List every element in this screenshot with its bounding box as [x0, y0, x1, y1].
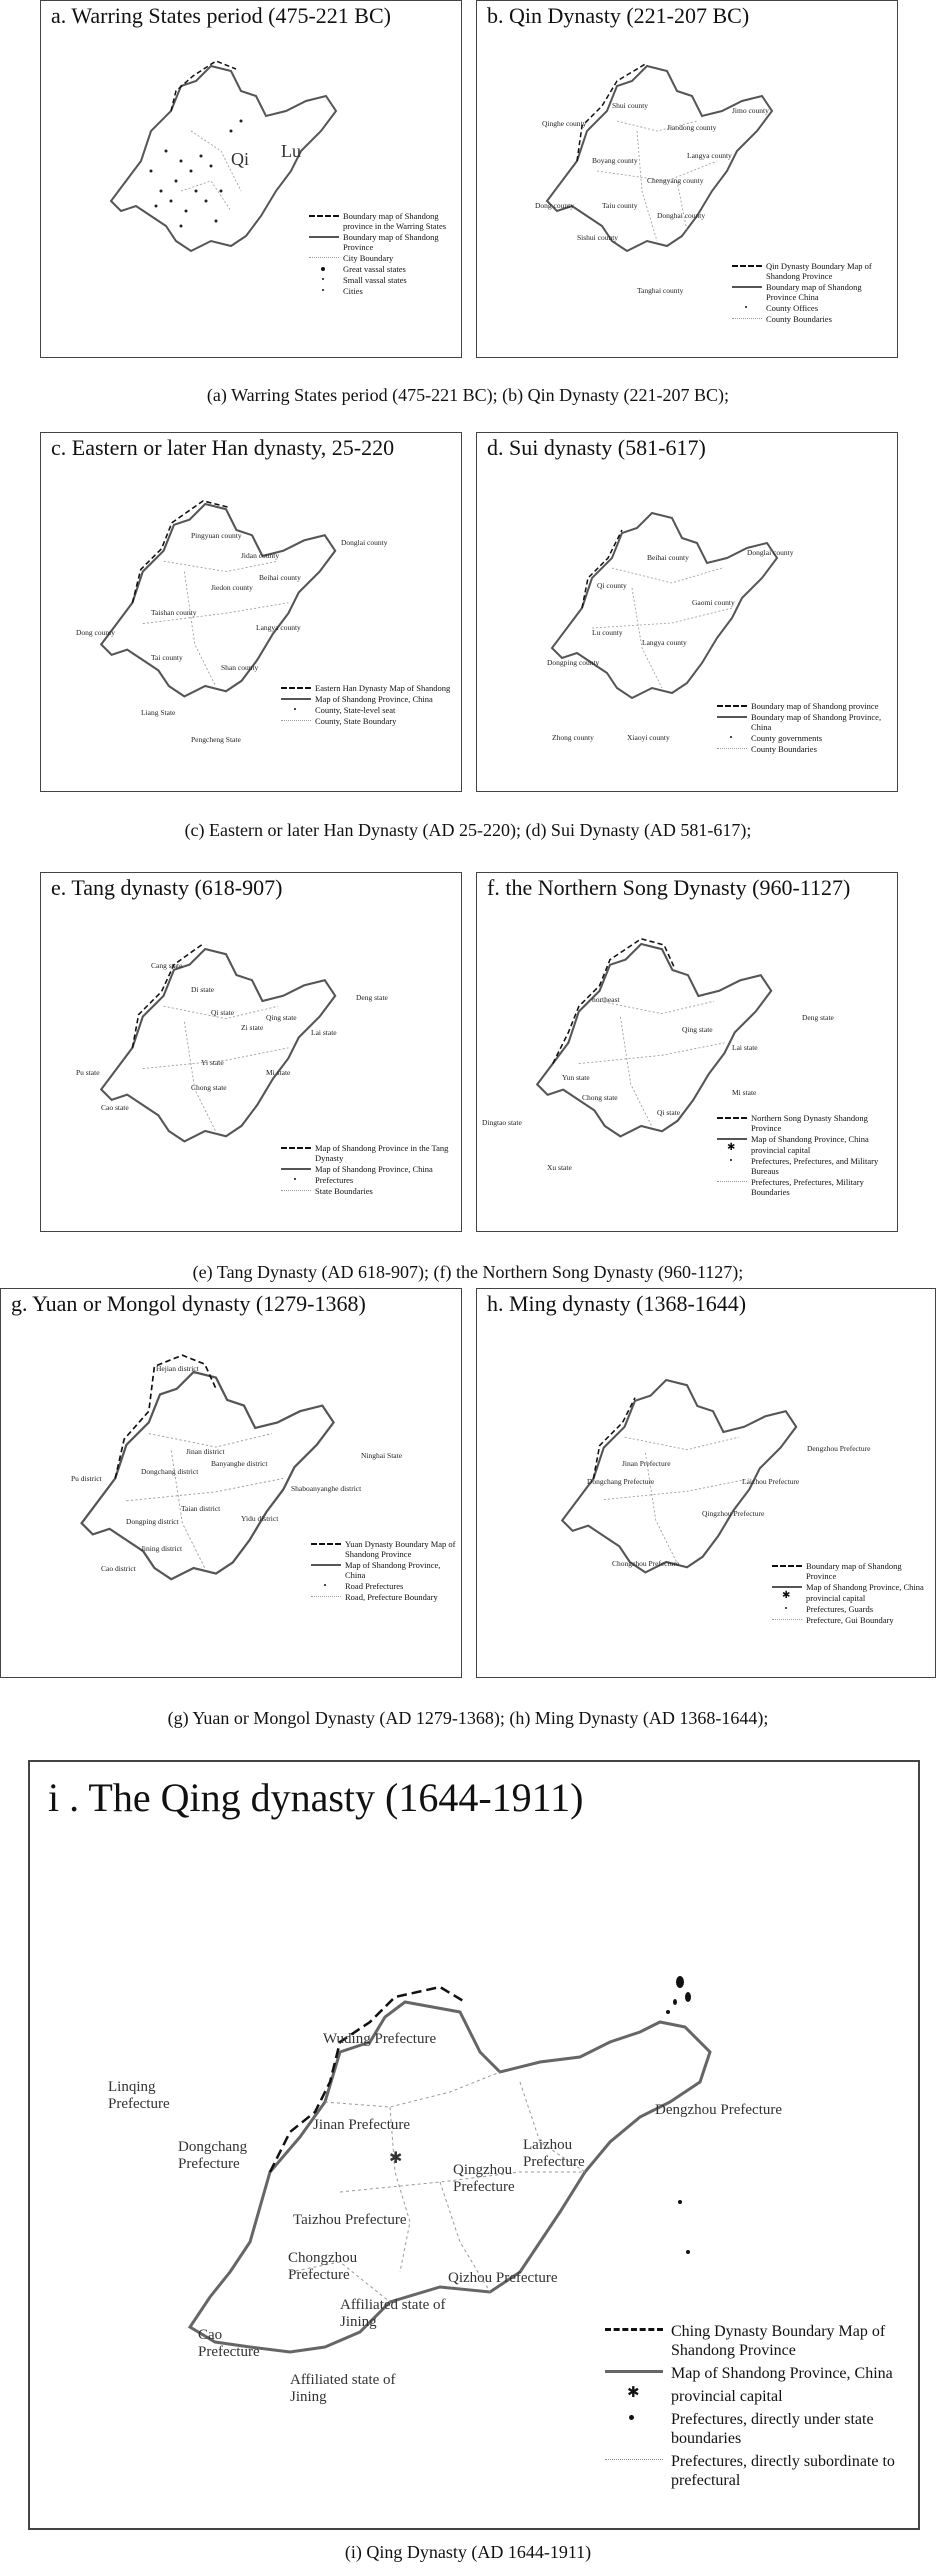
map-label-taizhou: Taizhou Prefecture: [293, 2212, 407, 2228]
panel-e-title: e. Tang dynasty (618-907): [51, 875, 283, 900]
map-label: Dongping county: [547, 658, 600, 667]
legend-item: ✱ provincial capital: [627, 2385, 783, 2405]
map-label: Dingtao state: [482, 1118, 522, 1127]
legend-item: County Boundaries: [732, 314, 892, 324]
map-label: Chong state: [191, 1083, 227, 1092]
map-label: Shan county: [221, 663, 259, 672]
legend-item: Prefectures, directly subordinate to prefectural: [605, 2452, 905, 2490]
map-label: Chong state: [582, 1093, 618, 1102]
panel-i-title: i . The Qing dynasty (1644-1911): [48, 1775, 584, 1820]
map-label-affiliated-2: Affiliated state of Jining: [290, 2372, 396, 2405]
map-label: Beihai county: [647, 553, 689, 562]
legend-h: [772, 1561, 932, 1626]
legend-item: Eastern Han Dynasty Map of Shandong: [281, 683, 456, 693]
map-label: Zi state: [241, 1023, 264, 1032]
panel-f: [476, 872, 898, 1232]
tang-boundary: [132, 944, 203, 1048]
map-label: Sishui county: [577, 233, 619, 242]
map-b: [517, 41, 817, 291]
legend-item: State Boundaries: [281, 1186, 456, 1196]
panel-a-title: a. Warring States period (475-221 BC): [51, 3, 391, 28]
panel-a: [40, 0, 462, 358]
legend-item: ✱ provincial capital: [727, 1142, 811, 1155]
map-label: Jinan Prefecture: [622, 1459, 671, 1468]
legend-item: Map of Shandong Province, China: [281, 694, 456, 704]
map-label: Qi state: [657, 1108, 681, 1117]
map-label-qingzhou: Qingzhou Prefecture: [453, 2162, 515, 2195]
map-label: Zhong county: [552, 733, 594, 742]
svg-text:✱: ✱: [389, 2150, 403, 2167]
map-label: Yi state: [201, 1058, 224, 1067]
map-label: Pengcheng State: [191, 735, 241, 744]
map-label: Liang State: [141, 708, 176, 717]
map-label: Dongchang district: [141, 1467, 199, 1476]
legend-i: [605, 2322, 905, 2494]
map-label: Jidan county: [241, 551, 280, 560]
legend-g: [311, 1539, 456, 1603]
map-label: Yun state: [562, 1073, 590, 1082]
legend-item: Map of Shandong Province, China: [311, 1560, 456, 1580]
province-outline: [552, 513, 777, 698]
legend-item: Prefectures: [281, 1175, 456, 1185]
map-label: Xiaoyi county: [627, 733, 670, 742]
panel-b-title: b. Qin Dynasty (221-207 BC): [487, 3, 750, 28]
province-outline: [111, 66, 336, 251]
legend-item: County, State-level seat: [281, 705, 456, 715]
panel-g: [0, 1288, 462, 1678]
caption-cd: (c) Eastern or later Han Dynasty (AD 25-220); (d) Sui Dynasty (AD 581-617);: [184, 820, 752, 840]
map-label: Jining district: [141, 1544, 183, 1553]
panel-h: [476, 1288, 936, 1678]
map-label: Ninghai State: [361, 1451, 403, 1460]
map-label: Donghai county: [657, 211, 706, 220]
map-label: Di state: [191, 985, 215, 994]
panel-g-title: g. Yuan or Mongol dynasty (1279-1368): [11, 1291, 366, 1316]
legend-item: County Boundaries: [717, 744, 892, 754]
map-label: Taishan county: [151, 608, 197, 617]
panel-i: [28, 1760, 920, 2530]
legend-item: Prefectures, Guards: [772, 1604, 932, 1614]
map-label: Chengyang county: [647, 176, 704, 185]
map-label: Yidu district: [241, 1514, 279, 1523]
province-outline: [537, 944, 771, 1136]
legend-item: ✱ provincial capital: [782, 1590, 866, 1603]
map-label: Langya county: [642, 638, 687, 647]
legend-item: Map of Shandong Province, China: [772, 1582, 932, 1592]
map-label: Shaboanyanghe district: [291, 1484, 362, 1493]
legend-item: Northern Song Dynasty Shandong Province: [717, 1113, 892, 1133]
panel-e: [40, 872, 462, 1232]
legend-item: Great vassal states: [309, 264, 459, 274]
label-qi: Qi: [231, 149, 249, 169]
prefecture-boundary: [604, 1437, 750, 1562]
legend-item: County, State Boundary: [281, 716, 456, 726]
map-label: Lai state: [311, 1028, 337, 1037]
map-label: Hejian district: [156, 1364, 199, 1373]
legend-item: Qin Dynasty Boundary Map of Shandong Province: [732, 261, 892, 281]
map-label: Qing state: [682, 1025, 713, 1034]
map-label-dongchang: Dongchang Prefecture: [178, 2139, 248, 2172]
legend-item: Cities: [309, 286, 459, 296]
panel-h-title: h. Ming dynasty (1368-1644): [487, 1291, 747, 1316]
legend-f: [717, 1113, 892, 1198]
legend-e: [281, 1143, 456, 1197]
legend-item: County Offices: [732, 303, 892, 313]
map-label: Chongzhou Prefecture: [612, 1559, 680, 1568]
map-label: Dongping district: [126, 1517, 179, 1526]
legend-item: Boundary map of Shandong Province: [772, 1561, 932, 1581]
qing-boundary: [270, 1987, 465, 2172]
legend-item: Map of Shandong Province in the Tang Dynasty: [281, 1143, 456, 1163]
legend-item: Road Prefectures: [311, 1581, 456, 1591]
map-label: Pu state: [76, 1068, 100, 1077]
map-label: Qi county: [597, 581, 627, 590]
legend-item: Small vassal states: [309, 275, 459, 285]
panel-d-title: d. Sui dynasty (581-617): [487, 435, 706, 460]
map-label: Dong county: [535, 201, 574, 210]
map-label: Deng state: [356, 993, 388, 1002]
province-outline: [82, 1372, 334, 1579]
panel-c-title: c. Eastern or later Han dynasty, 25-220: [51, 435, 395, 460]
legend-item: Boundary map of Shandong Province, China: [717, 712, 892, 732]
map-label: Jinan district: [186, 1447, 225, 1456]
map-label-qizhou: Qizhou Prefecture: [448, 2270, 558, 2286]
map-label-chongzhou: Chongzhou Prefecture: [288, 2250, 358, 2283]
legend-b: [732, 261, 892, 325]
map-label: Qinghe county: [542, 119, 587, 128]
map-label: Lu county: [592, 628, 623, 637]
province-outline: [101, 949, 335, 1141]
map-label: Donglai county: [341, 538, 388, 547]
map-label: Mi state: [732, 1088, 757, 1097]
map-label: Tai county: [151, 653, 183, 662]
map-label-jinan: Jinan Prefecture: [313, 2117, 411, 2133]
map-label: Dengzhou Prefecture: [807, 1444, 871, 1453]
map-label: Boyang county: [592, 156, 638, 165]
panel-c: [40, 432, 462, 792]
map-label: Mi state: [266, 1068, 291, 1077]
legend-item: Map of Shandong Province, China: [281, 1164, 456, 1174]
map-label-wuding: Wuding Prefecture: [323, 2031, 437, 2047]
map-label-linqing: Linqing Prefecture: [108, 2079, 170, 2112]
legend-item: Prefectures, Prefectures, and Military Bureaus: [717, 1156, 892, 1176]
map-label: northeast: [592, 995, 620, 1004]
legend-item: Road, Prefecture Boundary: [311, 1592, 456, 1602]
map-label: Qingzhou Prefecture: [702, 1509, 765, 1518]
legend-item: Boundary map of Shandong province: [717, 701, 892, 711]
map-label: Tanghai county: [637, 286, 684, 295]
map-label: Deng state: [802, 1013, 834, 1022]
legend-a: [309, 211, 459, 297]
legend-item: Boundary map of Shandong province in the Warring States: [309, 211, 459, 231]
legend-item: County governments: [717, 733, 892, 743]
legend-item: Map of Shandong Province, China: [717, 1134, 892, 1144]
map-label: Dongchang Prefecture: [587, 1477, 655, 1486]
legend-item: Boundary map of Shandong Province: [309, 232, 459, 252]
label-lu: Lu: [281, 141, 301, 161]
map-label-laizhou: Laizhou Prefecture: [523, 2137, 585, 2170]
legend-item: Prefectures, Prefectures, Military Boundaries: [717, 1177, 892, 1197]
legend-item: Boundary map of Shandong Province China: [732, 282, 892, 302]
map-label: Qing state: [266, 1013, 297, 1022]
map-label: Jimo county: [732, 106, 769, 115]
legend-item: City Boundary: [309, 253, 459, 263]
panel-b: [476, 0, 898, 358]
map-label-affiliated-1: Affiliated state of Jining: [340, 2297, 446, 2330]
map-label: Langya county: [256, 623, 301, 632]
map-label: Beihai county: [259, 573, 301, 582]
map-label: Qi state: [211, 1008, 235, 1017]
map-label: Jiaodong county: [667, 123, 717, 132]
caption-ab: (a) Warring States period (475-221 BC); (b) Qin Dynasty (221-207 BC);: [206, 385, 730, 405]
map-label: Taian district: [181, 1504, 221, 1513]
legend-item: Yuan Dynasty Boundary Map of Shandong Province: [311, 1539, 456, 1559]
map-label: Langya county: [687, 151, 732, 160]
map-label: Jiedon county: [211, 583, 253, 592]
map-label: Shui county: [612, 101, 649, 110]
map-label: Laizhou Prefecture: [742, 1477, 800, 1486]
caption-ef: (e) Tang Dynasty (AD 618-907); (f) the Northern Song Dynasty (960-1127);: [192, 1262, 744, 1282]
map-label: Lai state: [732, 1043, 758, 1052]
map-label-dengzhou: Dengzhou Prefecture: [655, 2102, 783, 2118]
map-label: Gaomi county: [692, 598, 735, 607]
map-label: Dong county: [76, 628, 115, 637]
legend-item: Prefecture, Gui Boundary: [772, 1615, 932, 1625]
map-label: Cang state: [151, 961, 183, 970]
panel-f-title: f. the Northern Song Dynasty (960-1127): [487, 875, 851, 900]
legend-item: Map of Shandong Province, China: [605, 2364, 905, 2383]
map-label: Taiu county: [602, 201, 638, 210]
map-label-cao: Cao Prefecture: [198, 2327, 260, 2360]
legend-item: Ching Dynasty Boundary Map of Shandong Province: [605, 2322, 905, 2360]
warring-boundary: [171, 61, 236, 111]
panel-d: [476, 432, 898, 792]
map-label: Cao state: [101, 1103, 129, 1112]
prefecture-boundary: [579, 1001, 725, 1126]
map-label: Xu state: [547, 1163, 572, 1172]
legend-item: Prefectures, directly under state boundaries: [605, 2410, 905, 2448]
map-label: Pu district: [71, 1474, 102, 1483]
map-label: Cao district: [101, 1564, 136, 1573]
caption-gh: (g) Yuan or Mongol Dynasty (AD 1279-1368); (h) Ming Dynasty (AD 1368-1644);: [167, 1708, 769, 1728]
legend-c: [281, 683, 456, 727]
map-label: Pingyuan county: [191, 531, 242, 540]
caption-i: (i) Qing Dynasty (AD 1644-1911): [344, 2542, 592, 2562]
map-label: Banyanghe district: [211, 1459, 268, 1468]
province-outline: [547, 66, 772, 251]
legend-d: [717, 701, 892, 755]
map-label: Donglai county: [747, 548, 794, 557]
